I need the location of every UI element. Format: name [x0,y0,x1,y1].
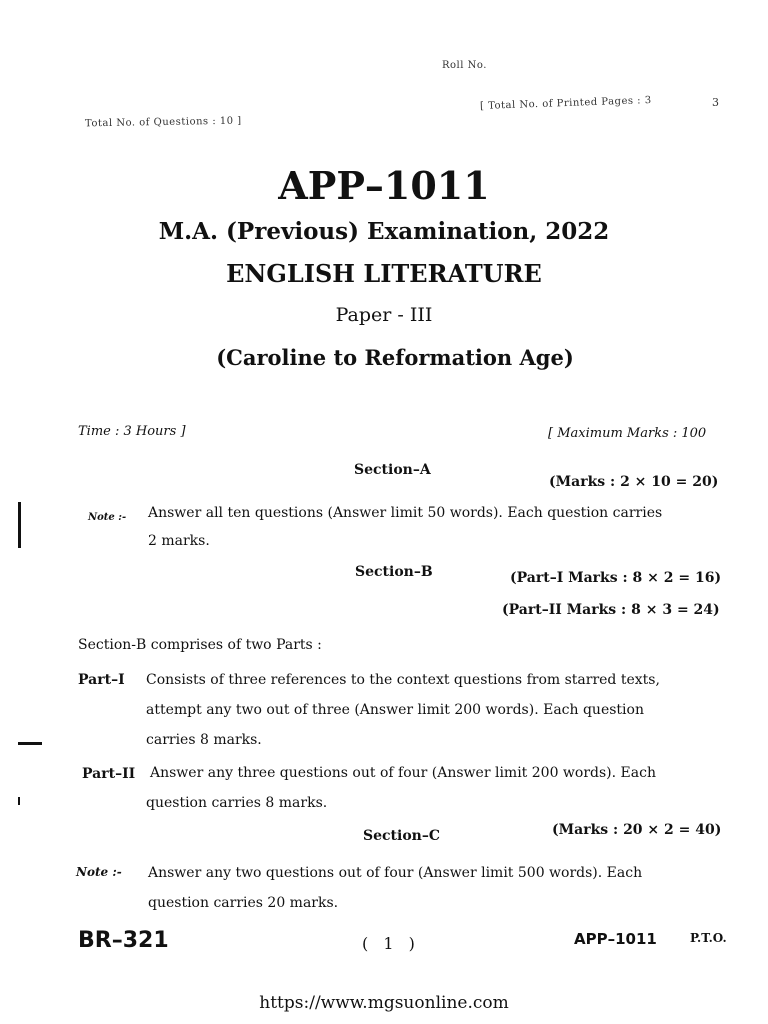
section-c-note-line1: Answer any two questions out of four (Answer limit 500 words). Each [148,865,643,881]
total-pages: [ Total No. of Printed Pages : 3 [479,95,652,112]
section-b-part2-marks: (Part–II Marks : 8 × 3 = 24) [502,602,720,618]
footer-right-code: APP–1011 [574,930,657,948]
subject-title: ENGLISH LITERATURE [226,259,542,288]
pto-label: P.T.O. [690,931,727,945]
part1-line1: Consists of three references to the context questions from starred texts, [146,672,660,688]
section-b-part1-marks: (Part–I Marks : 8 × 2 = 16) [510,570,722,586]
maximum-marks: [ Maximum Marks : 100 [548,426,707,441]
scan-margin-mark-3 [18,797,20,805]
part1-line2: attempt any two out of three (Answer limit 200 words). Each question [146,702,644,718]
part2-line1: Answer any three questions out of four (Answer limit 200 words). Each [150,765,656,781]
exam-title: M.A. (Previous) Examination, 2022 [158,218,610,245]
roll-no: Roll No. [442,60,487,71]
section-c-marks: (Marks : 20 × 2 = 40) [552,822,722,838]
part1-line3: carries 8 marks. [146,732,262,748]
section-c-note-line2: question carries 20 marks. [148,895,339,911]
total-pages-count: 3 [712,96,720,109]
total-questions: Total No. of Questions : 10 ] [84,115,242,130]
part2-label: Part–II [82,766,136,782]
section-b-intro: Section-B comprises of two Parts : [78,637,322,653]
section-c-note-label: Note :- [76,865,122,879]
source-url: https://www.mgsuonline.com [259,993,509,1013]
page-number: ( 1 ) [362,934,415,953]
section-c-heading: Section–C [363,828,440,844]
footer-left-code: BR–321 [78,928,169,953]
section-a-marks: (Marks : 2 × 10 = 20) [549,474,719,490]
section-a-note-label: Note :- [88,512,127,523]
paper-code-title: APP–1011 [278,163,490,208]
part1-label: Part–I [78,672,125,688]
section-b-heading: Section–B [355,564,433,580]
section-a-note-line1: Answer all ten questions (Answer limit 50 words). Each question carries [148,505,663,521]
section-a-heading: Section–A [354,462,431,478]
part2-line2: question carries 8 marks. [146,795,328,811]
scan-margin-mark-1 [18,502,21,548]
paper-number: Paper - III [335,304,433,326]
scan-margin-mark-2 [18,742,42,745]
time-allowed: Time : 3 Hours ] [78,424,186,439]
section-a-note-line2: 2 marks. [148,533,210,549]
paper-subtitle: (Caroline to Reformation Age) [216,345,574,370]
